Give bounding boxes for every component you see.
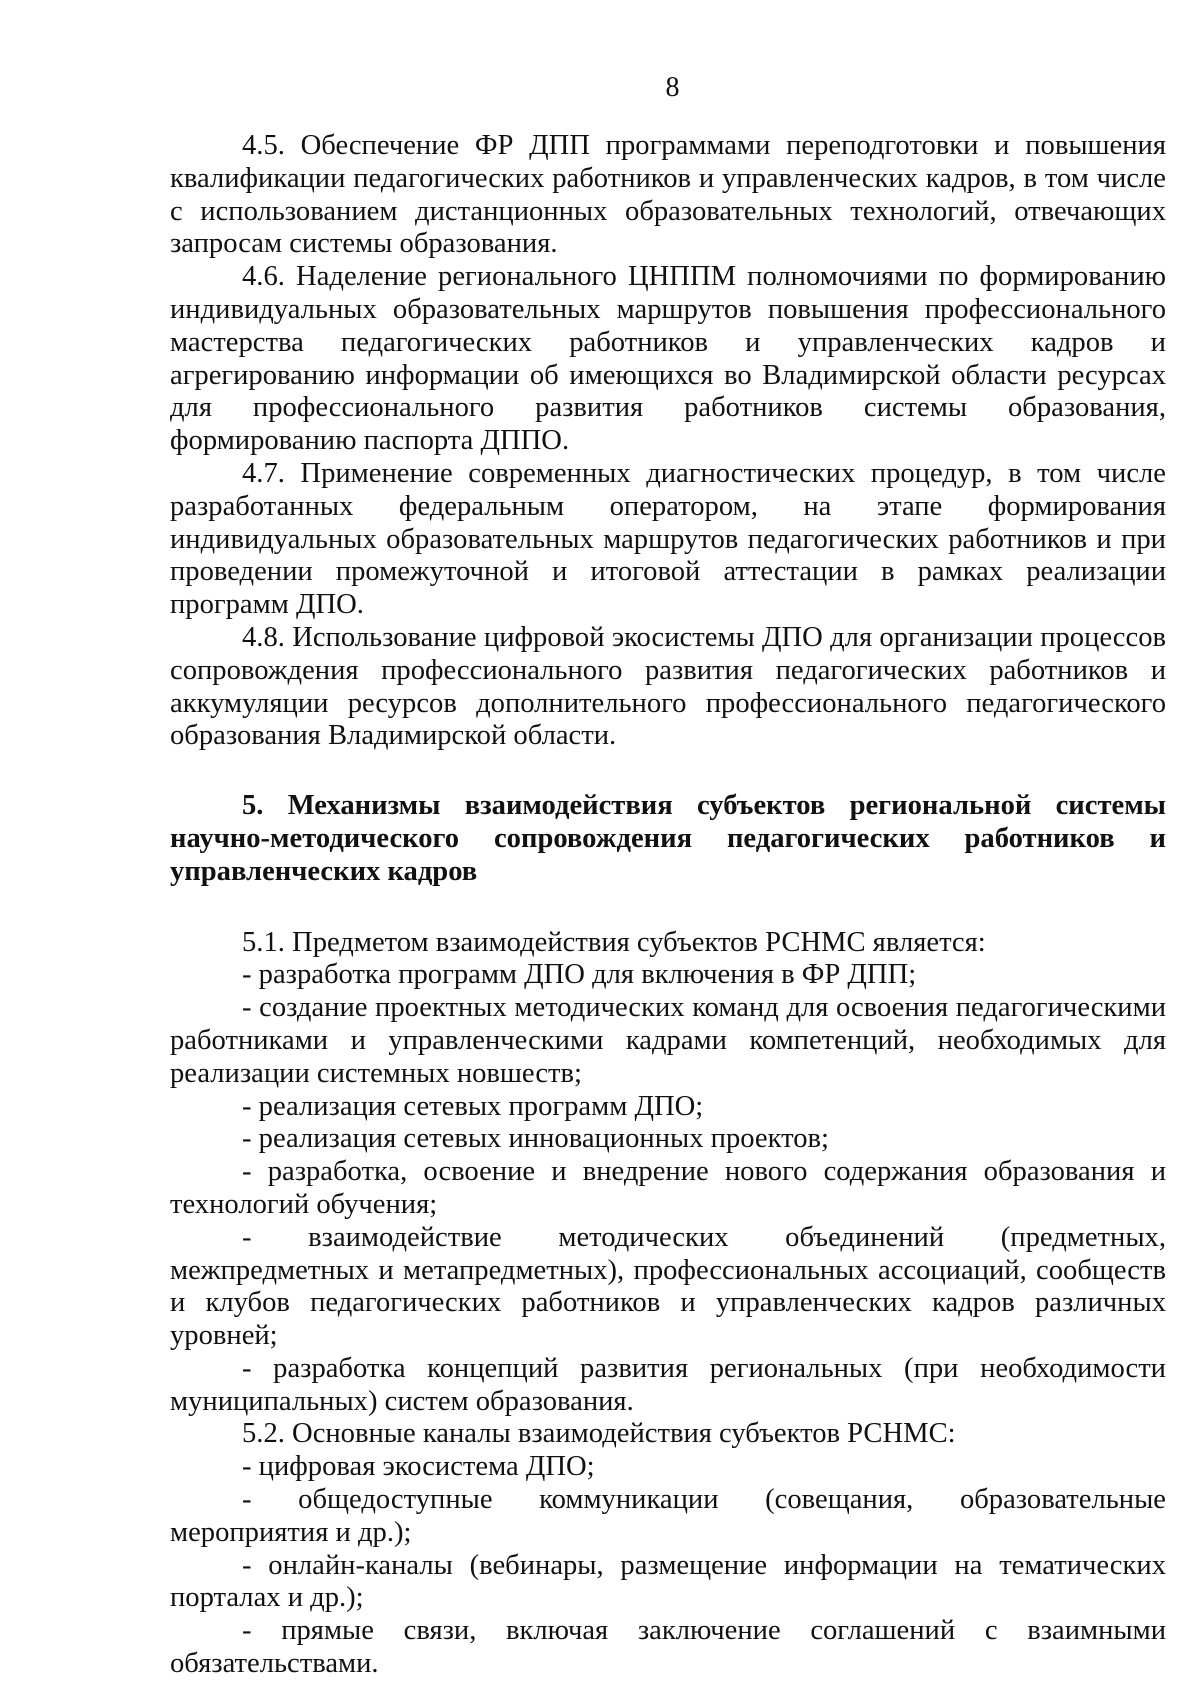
page-number: 8 bbox=[665, 72, 680, 103]
list-item: - общедоступные коммуникации (совещания, образовательные мероприятия и др.); bbox=[170, 1484, 1166, 1548]
list-item: - создание проектных методических команд для освоения педагогическими работниками и управленческими кадрами компетенций, необходимых для реализации системных новшеств; bbox=[170, 992, 1166, 1089]
list-item: - цифровая экосистема ДПО; bbox=[242, 1451, 595, 1483]
paragraph-4-7: 4.7. Применение современных диагностических процедур, в том числе разработанных федеральным оператором, на этапе формирования индивидуальных образовательных маршрутов педагогических работников и при проведении промежуточной и итоговой аттестации в рамках реализации программ ДПО. bbox=[170, 457, 1166, 621]
list-item: - реализация сетевых инновационных проектов; bbox=[242, 1123, 829, 1155]
list-item: - прямые связи, включая заключение соглашений с взаимными обязательствами. bbox=[170, 1615, 1166, 1680]
paragraph-4-8: 4.8. Использование цифровой экосистемы ДПО для организации процессов сопровождения профессионального развития педагогических работников и аккумуляции ресурсов дополнительного профессионального педагогического образования Владимирской области. bbox=[170, 621, 1166, 752]
list-item: - реализация сетевых программ ДПО; bbox=[242, 1090, 704, 1122]
paragraph-5-1-intro: 5.1. Предметом взаимодействия субъектов РСНМС является: bbox=[242, 926, 986, 958]
paragraph-4-5: 4.5. Обеспечение ФР ДПП программами переподготовки и повышения квалификации педагогических работников и управленческих кадров, в том числе с использованием дистанционных образовательных технологий, отвечающих запросам системы образования. bbox=[170, 130, 1166, 260]
list-item: - разработка концепций развития региональных (при необходимости муниципальных) систем образования. bbox=[170, 1352, 1166, 1417]
section-5-heading: 5. Механизмы взаимодействия субъектов региональной системы научно-методического сопровождения педагогических работников и управленческих кадров bbox=[170, 790, 1166, 887]
list-item: - онлайн-каналы (вебинары, размещение информации на тематических порталах и др.); bbox=[170, 1549, 1166, 1614]
paragraph-5-2-intro: 5.2. Основные каналы взаимодействия субъектов РСНМС: bbox=[242, 1418, 956, 1450]
paragraph-4-6: 4.6. Наделение регионального ЦНППМ полномочиями по формированию индивидуальных образовательных маршрутов повышения профессионального мастерства педагогических работников и управленческих кадров и агрегированию информации об имеющихся во Владимирской области ресурсах для профессионального развития работников системы образования, формированию паспорта ДППО. bbox=[170, 261, 1166, 457]
list-item: - взаимодействие методических объединений (предметных, межпредметных и метапредметных), профессиональных ассоциаций, сообществ и клубов педагогических работников и управленческих кадров различных уровней; bbox=[170, 1221, 1166, 1352]
list-item: - разработка программ ДПО для включения в ФР ДПП; bbox=[242, 959, 917, 991]
list-item: - разработка, освоение и внедрение нового содержания образования и технологий обучения; bbox=[170, 1156, 1166, 1220]
document-body bbox=[170, 130, 1166, 1681]
